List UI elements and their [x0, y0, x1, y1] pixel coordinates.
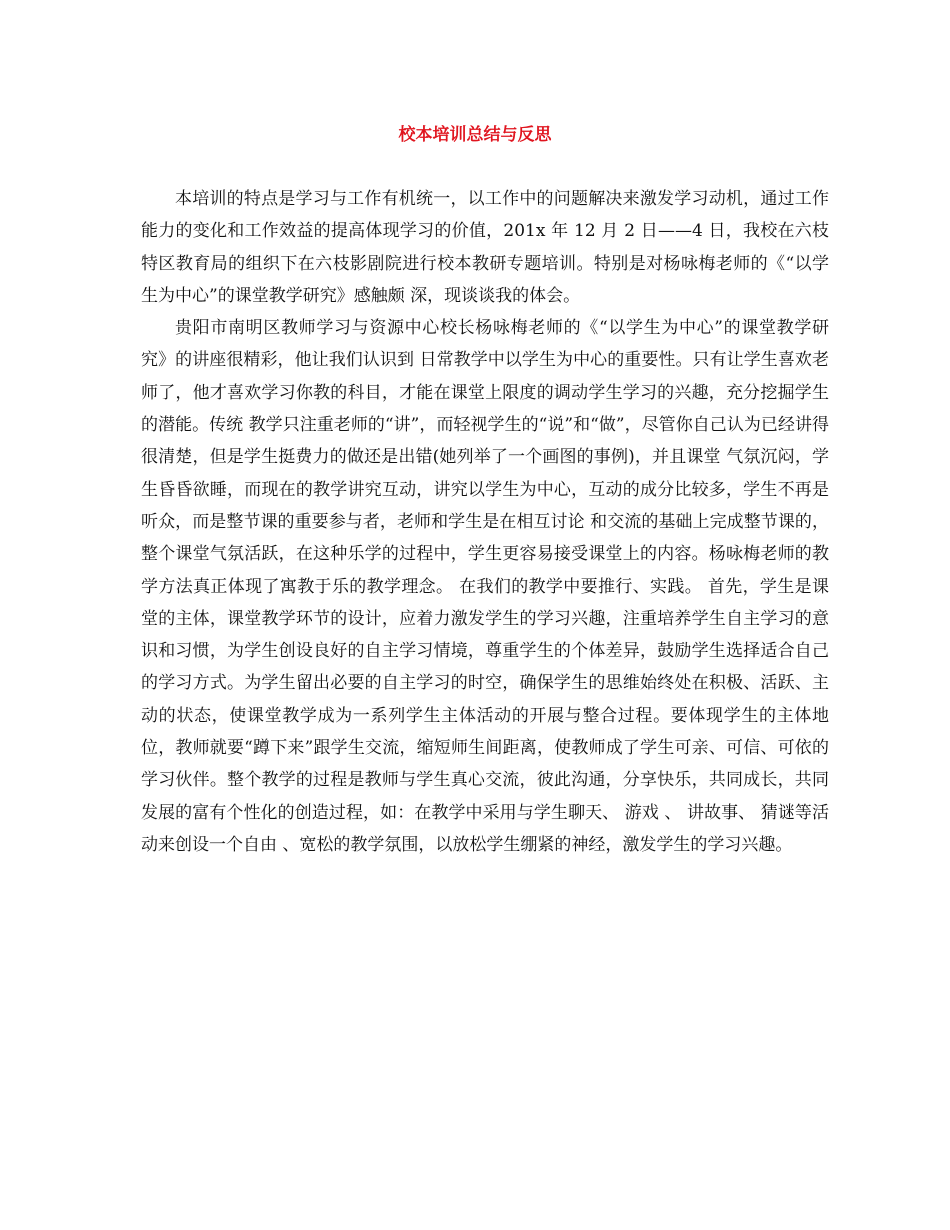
paragraph-lecture-reflection: 贵阳市南明区教师学习与资源中心校长杨咏梅老师的《“以学生为中心”的课堂教学研究》的讲座很精彩，他让我们认识到 日常教学中以学生为中心的重要性。只有让学生喜欢老师了，他才喜欢学习你教的科目，才能在课堂上限度的调动学生学习的兴趣，充分挖掘学生的潜能。传统 教学只注重老师的“讲”，而轻视学生的“说”和“做”，尽管你自己认为已经讲得很清楚，但是学生挺费力的做还是出错(她列举了一个画图的事例)，并且课堂 气氛沉闷，学生昏昏欲睡，而现在的教学讲究互动，讲究以学生为中心，互动的成分比较多，学生不再是听众，而是整节课的重要参与者，老师和学生是在相互讨论 和交流的基础上完成整节课的，整个课堂气氛活跃，在这种乐学的过程中，学生更容易接受课堂上的内容。杨咏梅老师的教学方法真正体现了寓教于乐的教学理念。 在我们的教学中要推行、实践。 首先，学生是课堂的主体，课堂教学环节的设计，应着力激发学生的学习兴趣，注重培养学生自主学习的意识和习惯，为学生创设良好的自主学习情境，尊重学生的个体差异，鼓励学生选择适合自己的学习方式。为学生留出必要的自主学习的时空，确保学生的思维始终处在积极、活跃、主动的状态，使课堂教学成为一系列学生主体活动的开展与整合过程。要体现学生的主体地位，教师就要“蹲下来”跟学生交流，缩短师生间距离，使教师成了学生可亲、可信、可依的学习伙伴。整个教学的过程是教师与学生真心交流，彼此沟通，分享快乐，共同成长，共同发展的富有个性化的创造过程，如：在教学中采用与学生聊天、 游戏 、 讲故事、 猜谜等活动来创设一个自由 、宽松的教学氛围，以放松学生绷紧的神经，激发学生的学习兴趣。 — [141, 318, 829, 855]
paragraph-intro: 本培训的特点是学习与工作有机统一，以工作中的问题解决来激发学习动机，通过工作能力的变化和工作效益的提高体现学习的价值，201x 年 12 月 2 日——4 日，我校在六枝特区教育局的组织下在六枝影剧院进行校本教研专题培训。特别是对杨咏梅老师的《“以学生为中心”的课堂教学研究》感触颇 深，现谈谈我的体会。 — [141, 189, 829, 306]
document-title: 校本培训总结与反思 — [398, 125, 552, 145]
document-body — [141, 183, 829, 861]
